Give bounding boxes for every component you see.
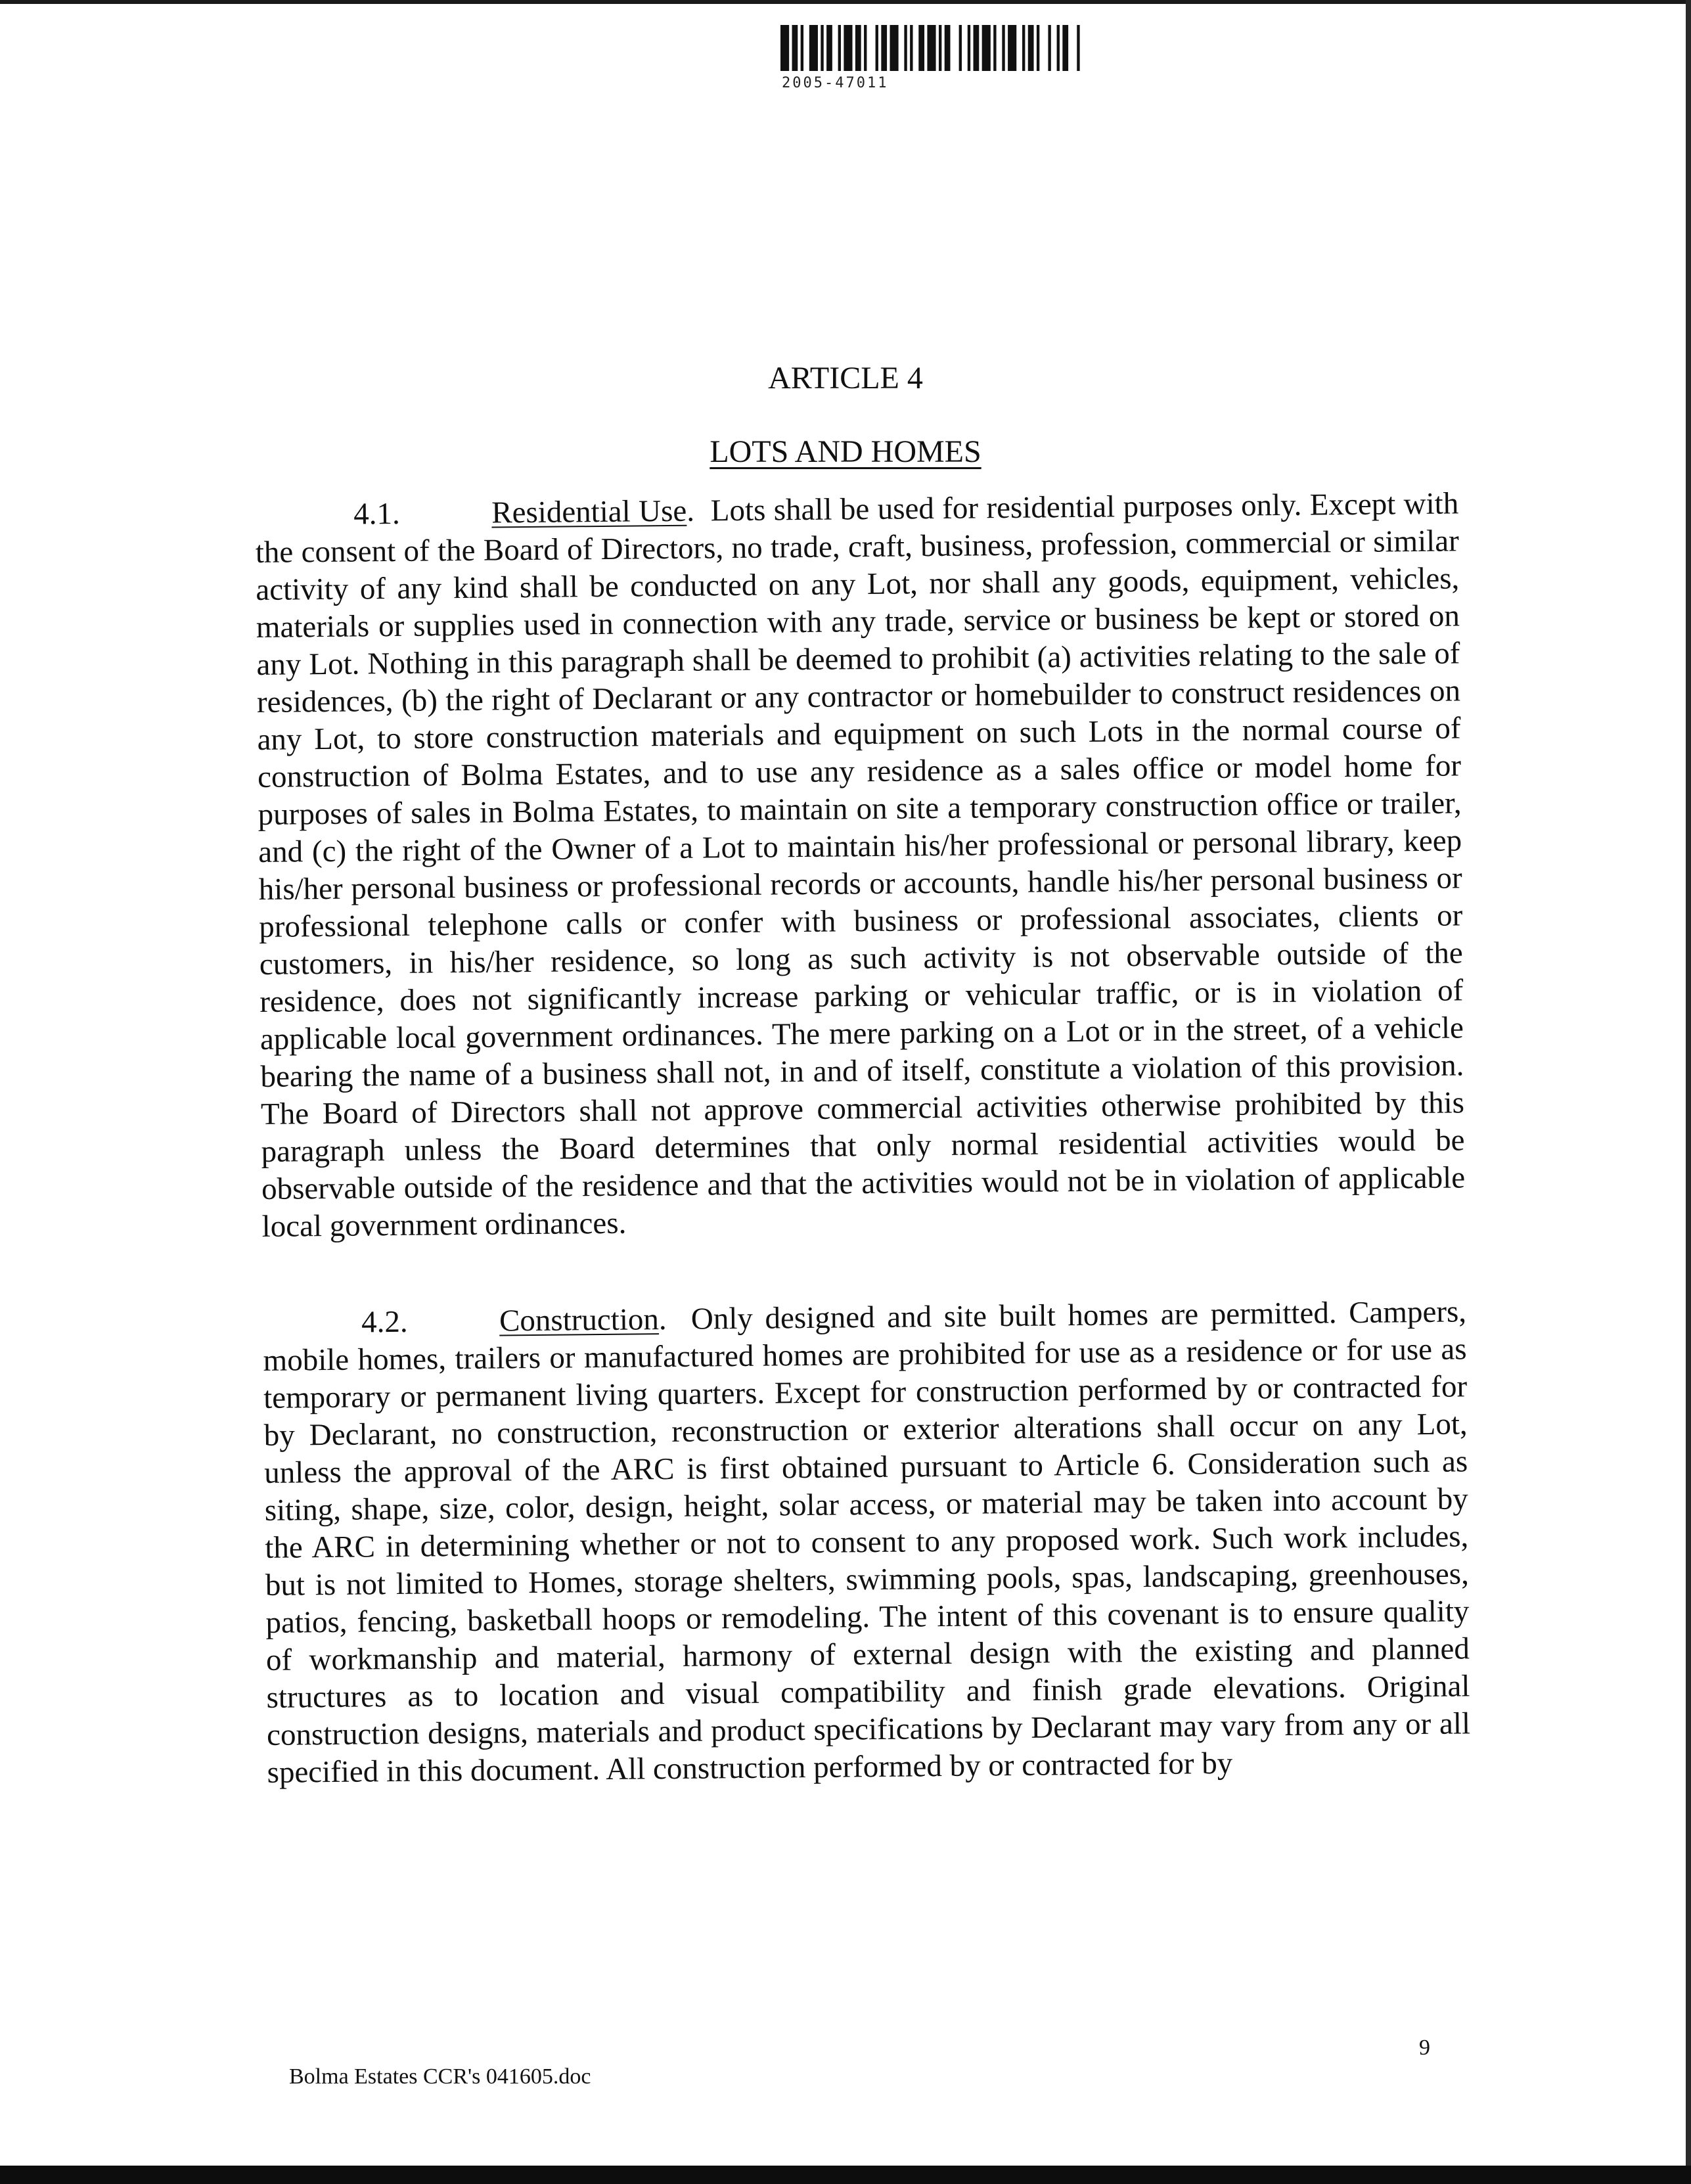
scan-edge-bottom	[0, 2166, 1691, 2184]
article-title: ARTICLE 4	[768, 361, 923, 396]
scan-edge-right	[1686, 0, 1691, 2184]
article-subtitle	[0, 434, 1691, 470]
section-text: Only designed and site built homes are permitted. Campers, mobile homes, trailers or manufactured homes are prohibited for use as a residence or for use as temporary or permanent living quarters. Except for construction performed by or contracted for by Declarant, no construction, reconstruction or exterior alterations shall occur on any Lot, unless the approval of the ARC is first obtained pursuant to Article 6. Consideration such as siting, shape, size, color, design, height, solar access, or material may be taken into account by the ARC in determining whether or not to consent to any proposed work. Such work includes, but is not limited to Homes, storage shelters, swimming pools, spas, landscaping, greenhouses, patios, fencing, basketball hoops or remodeling. The intent of this covenant is to ensure quality of workmanship and material, harmony of external design with the existing and planned structures as to location and visual compatibility and finish grade elevations. Original construction designs, materials and product specifications by Declarant may vary from any or all specified in this document. All construction performed by or contracted for by	[263, 1294, 1471, 1790]
section-number: 4.2.	[361, 1304, 408, 1340]
section-number: 4.1.	[353, 496, 401, 532]
page-number: 9	[1419, 2036, 1430, 2060]
section-paragraph-4-2: 4.2. Construction. Only designed and site built homes are permitted. Campers, mobile homes, trailers or manufactured homes are prohibited for use as a residence or for use as temporary or permanent living quarters. Except for construction performed by or contracted for by Declarant, no construction, reconstruction or exterior alterations shall occur on any Lot, unless the approval of the ARC is first obtained pursuant to Article 6. Consideration such as siting, shape, size, color, design, height, solar access, or material may be taken into account by the ARC in determining whether or not to consent to any proposed work. Such work includes, but is not limited to Homes, storage shelters, swimming pools, spas, landscaping, greenhouses, patios, fencing, basketball hoops or remodeling. The intent of this covenant is to ensure quality of workmanship and material, harmony of external design with the existing and planned structures as to location and visual compatibility and finish grade elevations. Original construction designs, materials and product specifications by Declarant may vary from any or all specified in this document. All construction performed by or contracted for by	[263, 1294, 1471, 1790]
document-body	[255, 485, 1471, 1791]
barcode-number: 2005-47011	[782, 75, 889, 91]
section-text: Lots shall be used for residential purposes only. Except with the consent of the Board of Directors, no trade, craft, business, profession, commercial or similar activity of any kind shall be conducted on any Lot, nor shall any goods, equipment, vehicles, materials or supplies used in connection with any trade, service or business be kept or stored on any Lot. Nothing in this paragraph shall be deemed to prohibit (a) activities relating to the sale of residences, (b) the right of Declarant or any contractor or homebuilder to construct residences on any Lot, to store construction materials and equipment on such Lots in the normal course of construction of Bolma Estates, and to use any residence as a sales office or model home for purposes of sales in Bolma Estates, to maintain on site a temporary construction office or trailer, and (c) the right of the Owner of a Lot to maintain his/her professional or personal library, keep his/her personal business or professional records or accounts, handle his/her personal business or professional telephone calls or confer with business or professional associates, clients or customers, in his/her residence, so long as such activity is not observable outside of the residence, does not significantly increase parking or vehicular traffic, or is in violation of applicable local government ordinances. The mere parking on a Lot or in the street, of a vehicle bearing the name of a business shall not, in and of itself, constitute a violation of this provision. The Board of Directors shall not approve commercial activities otherwise prohibited by this paragraph unless the Board determines that only normal residential activities would be observable outside of the residence and that the activities would not be in violation of applicable local government ordinances.	[255, 486, 1466, 1244]
article-subtitle-text: LOTS AND HOMES	[710, 434, 981, 469]
barcode-image	[780, 25, 1083, 71]
section-heading: Residential Use	[491, 493, 687, 530]
section-heading: Construction	[499, 1302, 660, 1338]
scan-edge-top	[0, 0, 1691, 4]
footer-document-name: Bolma Estates CCR's 041605.doc	[289, 2064, 591, 2089]
section-paragraph-4-1: 4.1. Residential Use. Lots shall be used for residential purposes only. Except with the consent of the Board of Directors, no trade, craft, business, profession, commercial or similar activity of any kind shall be conducted on any Lot, nor shall any goods, equipment, vehicles, materials or supplies used in connection with any trade, service or business be kept or stored on any Lot. Nothing in this paragraph shall be deemed to prohibit (a) activities relating to the sale of residences, (b) the right of Declarant or any contractor or homebuilder to construct residences on any Lot, to store construction materials and equipment on such Lots in the normal course of construction of Bolma Estates, and to use any residence as a sales office or model home for purposes of sales in Bolma Estates, to maintain on site a temporary construction office or trailer, and (c) the right of the Owner of a Lot to maintain his/her professional or personal library, keep his/her personal business or professional records or accounts, handle his/her personal business or professional telephone calls or confer with business or professional associates, clients or customers, in his/her residence, so long as such activity is not observable outside of the residence, does not significantly increase parking or vehicular traffic, or is in violation of applicable local government ordinances. The mere parking on a Lot or in the street, of a vehicle bearing the name of a business shall not, in and of itself, constitute a violation of this provision. The Board of Directors shall not approve commercial activities otherwise prohibited by this paragraph unless the Board determines that only normal residential activities would be observable outside of the residence and that the activities would not be in violation of applicable local government ordinances.	[255, 486, 1466, 1244]
